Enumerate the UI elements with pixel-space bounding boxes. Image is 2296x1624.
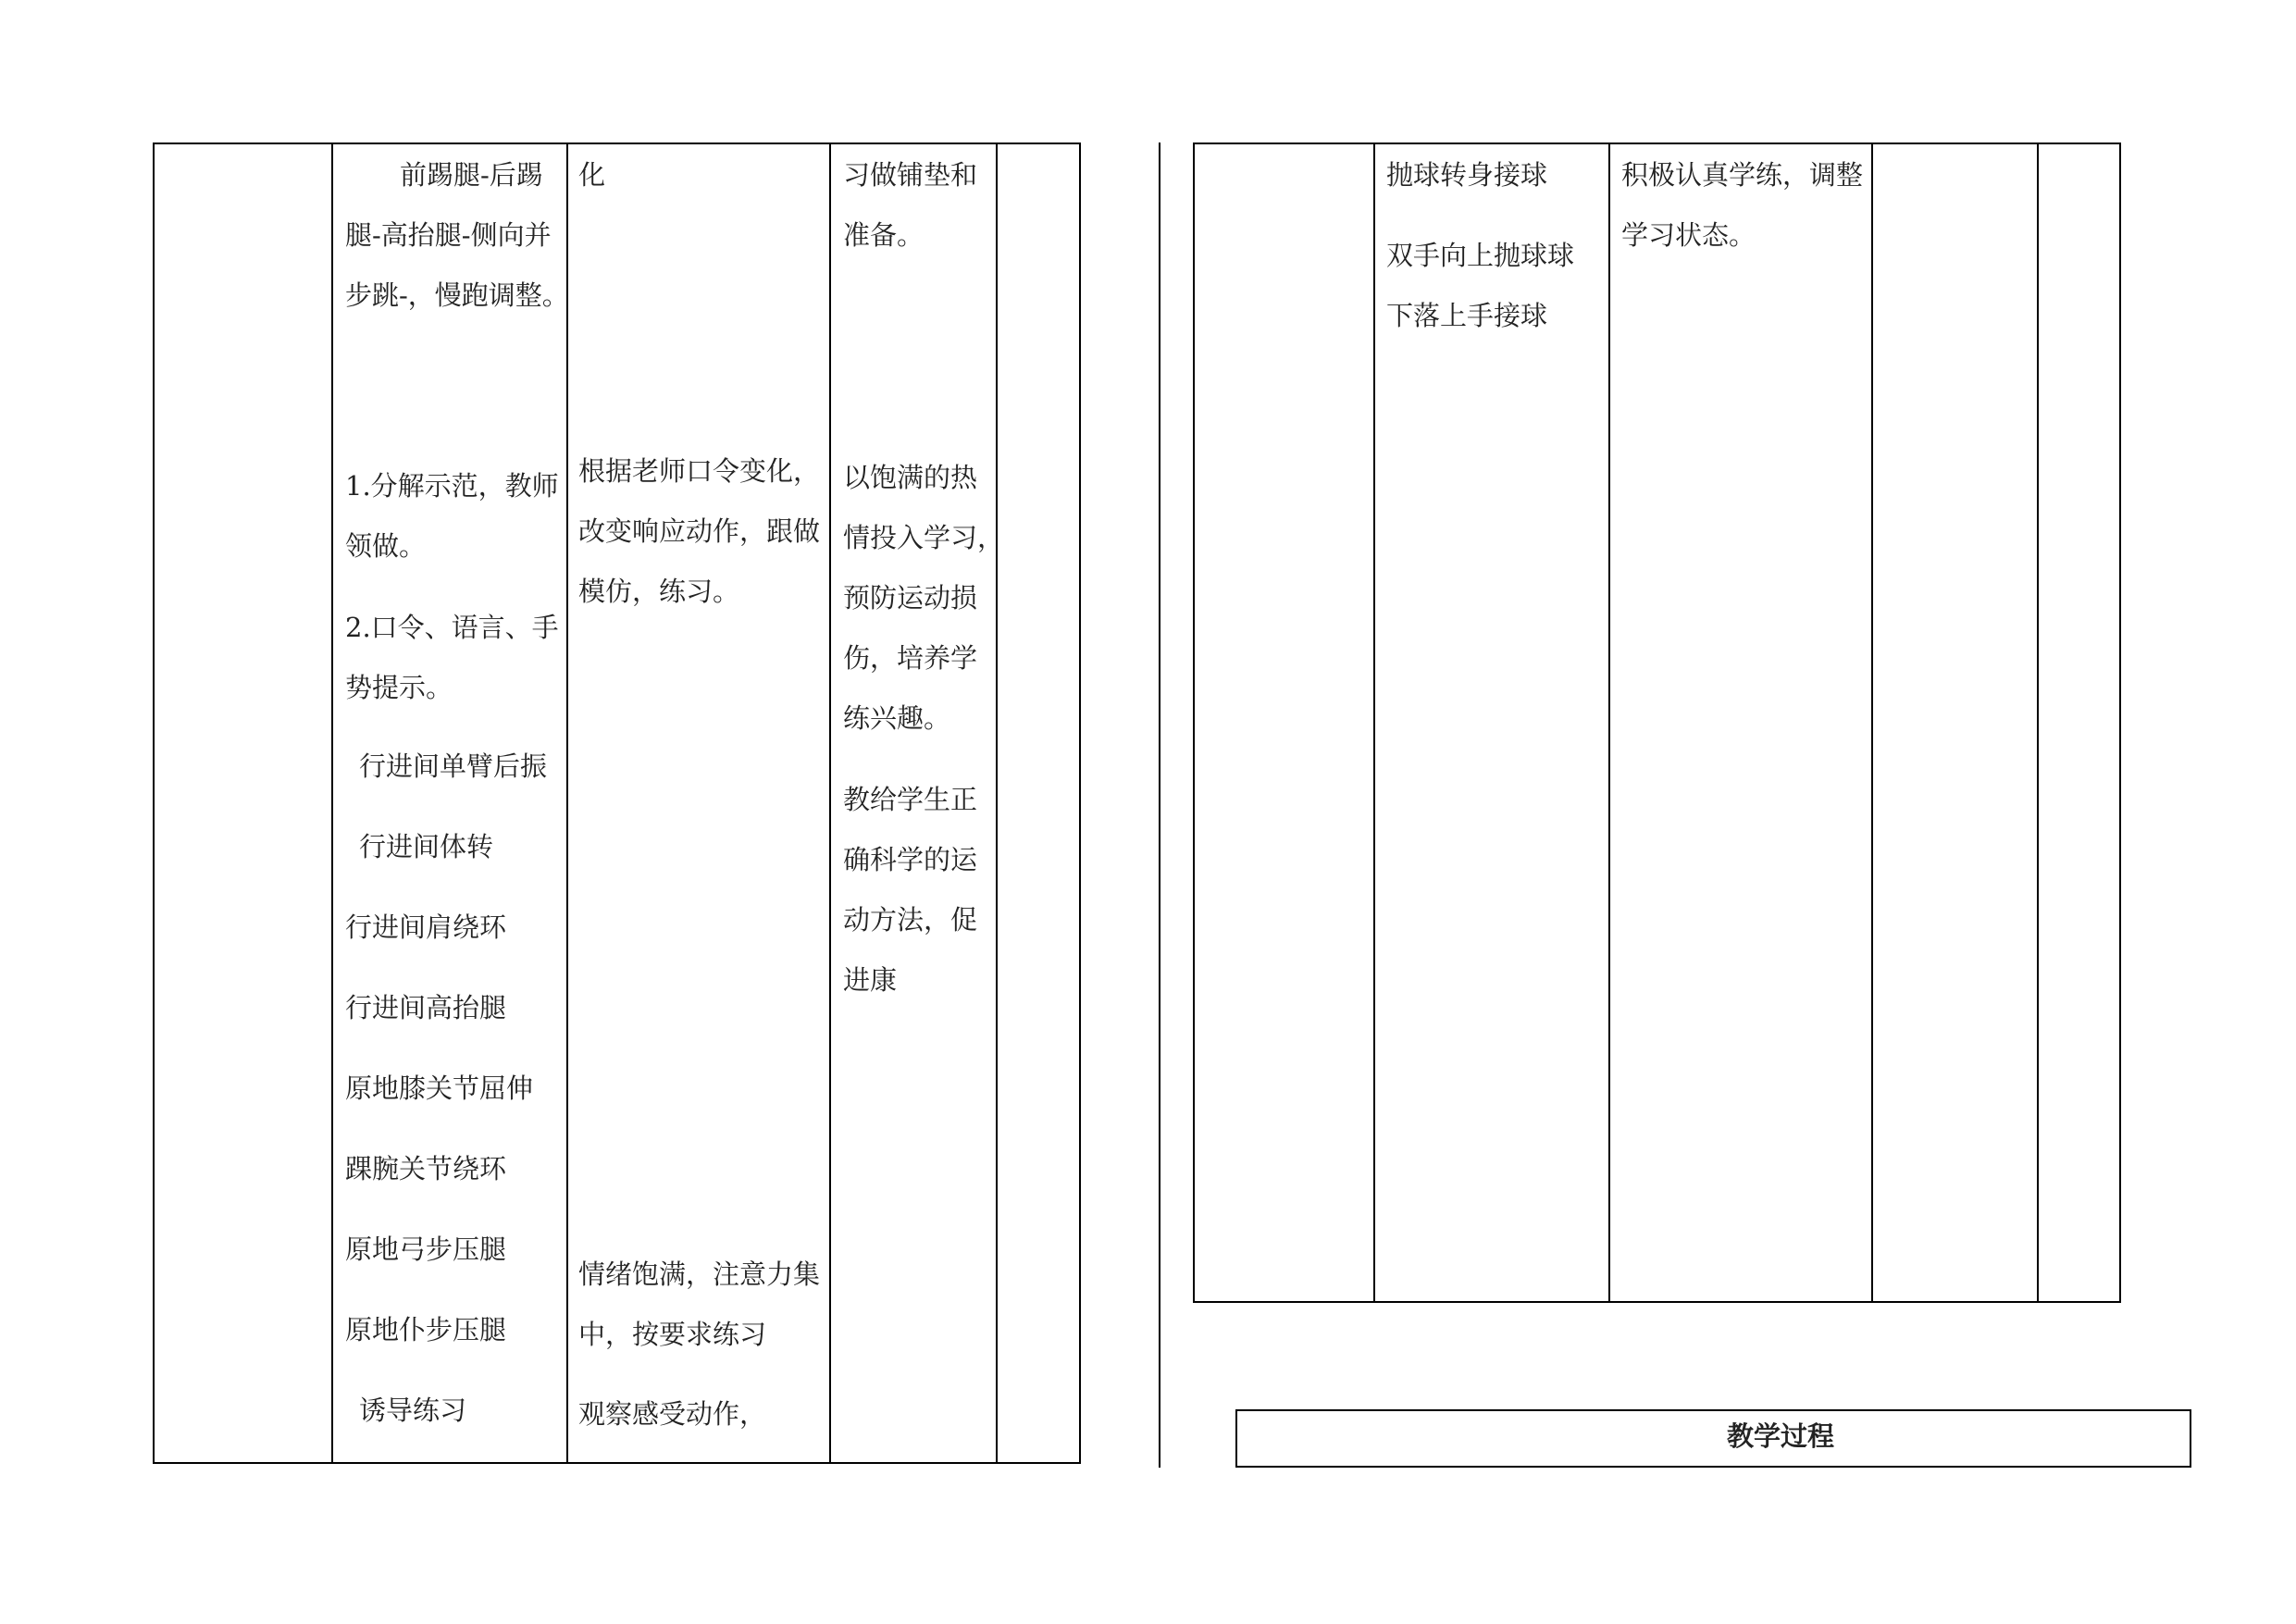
purpose-line: 练兴趣。 bbox=[843, 702, 951, 734]
purpose-line: 确科学的运 bbox=[843, 844, 978, 875]
student-activity-line-1: 根据老师口令变化， bbox=[578, 455, 821, 487]
purpose-line: 以饱满的热 bbox=[843, 462, 978, 493]
ball-exercise-2-line-1: 双手向上抛球球 bbox=[1386, 240, 1575, 271]
section-title: 教学过程 bbox=[1727, 1420, 1835, 1452]
left-table-col-divider-2 bbox=[566, 143, 568, 1464]
method-1-line-1: 1.分解示范，教师 bbox=[345, 470, 559, 502]
right-table-col-divider-4 bbox=[2037, 143, 2039, 1303]
right-table-col-divider-1 bbox=[1373, 143, 1375, 1303]
student-activity-line-2: 改变响应动作，跟做 bbox=[578, 515, 821, 547]
right-table-col-divider-2 bbox=[1608, 143, 1610, 1303]
exercise-item: 原地膝关节屈伸 bbox=[345, 1072, 534, 1104]
right-table-bottom-border bbox=[1193, 1301, 2121, 1303]
method-2-line-2: 势提示。 bbox=[345, 672, 453, 703]
right-table-right-border bbox=[2119, 143, 2121, 1303]
header-box-left bbox=[1235, 1409, 1237, 1468]
right-table-left-border bbox=[1193, 143, 1195, 1303]
warmup-steps-line-2: 腿-高抬腿-侧向并 bbox=[345, 219, 552, 251]
warmup-steps-line-1: 前踢腿-后踢 bbox=[400, 159, 543, 191]
purpose-line: 进康 bbox=[843, 964, 898, 996]
exercise-item: 行进间单臂后振 bbox=[359, 750, 548, 782]
exercise-item: 原地仆步压腿 bbox=[345, 1314, 507, 1345]
purpose-line: 预防运动损 bbox=[843, 582, 978, 614]
student-activity-line-3: 模仿，练习。 bbox=[578, 576, 740, 607]
left-table-left-border bbox=[153, 143, 155, 1464]
purpose-line: 伤，培养学 bbox=[843, 642, 978, 674]
method-1-line-2: 领做。 bbox=[345, 530, 427, 562]
exercise-item: 行进间高抬腿 bbox=[345, 992, 507, 1023]
header-box-right bbox=[2190, 1409, 2191, 1468]
purpose-line: 情投入学习， bbox=[843, 522, 1005, 553]
header-box-bottom bbox=[1235, 1466, 2191, 1468]
ball-exercise-1: 抛球转身接球 bbox=[1386, 159, 1548, 191]
exercise-item: 诱导练习 bbox=[359, 1395, 467, 1426]
left-table-right-border bbox=[1079, 143, 1081, 1464]
exercise-item: 行进间肩绕环 bbox=[345, 911, 507, 943]
purpose-line: 动方法，促 bbox=[843, 904, 978, 936]
purpose-top-line-2: 准备。 bbox=[843, 219, 925, 251]
exercise-item: 行进间体转 bbox=[359, 831, 494, 862]
left-table-col-divider-3 bbox=[829, 143, 831, 1464]
student-activity-top: 化 bbox=[578, 159, 606, 191]
learning-attitude-line-1: 积极认真学练，调整 bbox=[1621, 159, 1864, 191]
left-table-col-divider-1 bbox=[331, 143, 333, 1464]
right-table-top-border bbox=[1193, 143, 2121, 144]
warmup-steps-line-3: 步跳-，慢跑调整。 bbox=[345, 279, 569, 311]
student-activity-bottom-1: 情绪饱满，注意力集 bbox=[578, 1258, 821, 1290]
right-table-col-divider-3 bbox=[1871, 143, 1873, 1303]
student-activity-last: 观察感受动作， bbox=[578, 1398, 767, 1430]
exercise-item: 踝腕关节绕环 bbox=[345, 1153, 507, 1184]
student-activity-bottom-2: 中，按要求练习 bbox=[578, 1319, 767, 1350]
left-table-top-border bbox=[153, 143, 1081, 144]
ball-exercise-2-line-2: 下落上手接球 bbox=[1386, 300, 1548, 331]
learning-attitude-line-2: 学习状态。 bbox=[1621, 219, 1756, 251]
header-box-top bbox=[1235, 1409, 2191, 1411]
left-table-col-divider-4 bbox=[996, 143, 998, 1464]
purpose-top-line-1: 习做铺垫和 bbox=[843, 159, 978, 191]
left-table-bottom-border bbox=[153, 1462, 1081, 1464]
method-2-line-1: 2.口令、语言、手 bbox=[345, 612, 559, 643]
exercise-item: 原地弓步压腿 bbox=[345, 1233, 507, 1265]
page-divider bbox=[1159, 143, 1160, 1468]
purpose-line: 教给学生正 bbox=[843, 784, 978, 815]
